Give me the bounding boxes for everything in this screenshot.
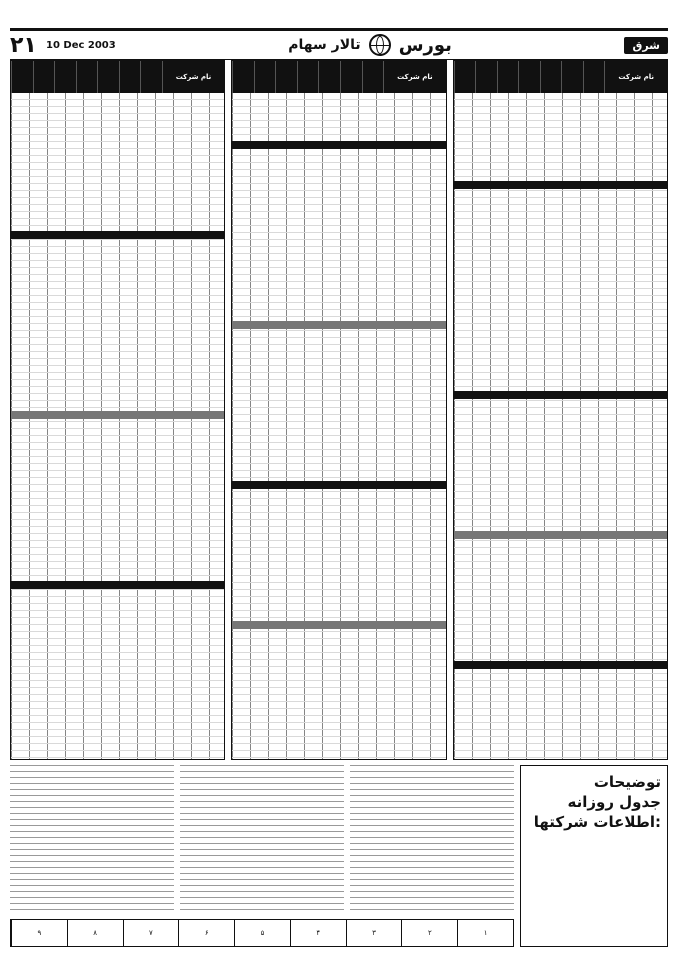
section-subtitle: تالار سهام	[288, 37, 361, 53]
newspaper-logo: شرق	[624, 37, 668, 54]
company-name-header: نام شرکت	[383, 61, 446, 93]
column-header	[232, 61, 445, 93]
text-block	[10, 765, 174, 915]
stock-columns	[10, 60, 668, 760]
explanations-title: توضیحات	[593, 773, 661, 791]
table-cell: ۴	[290, 920, 346, 946]
section-band	[232, 321, 445, 329]
table-cell: ۶	[178, 920, 234, 946]
table-cell: ۱	[457, 920, 513, 946]
section-band	[232, 141, 445, 149]
table-cell: ۷	[123, 920, 179, 946]
date-english: 10 Dec 2003	[46, 39, 116, 51]
company-name-header: نام شرکت	[162, 61, 225, 93]
section-band	[11, 581, 224, 589]
section-band	[11, 411, 224, 419]
text-block	[350, 765, 514, 915]
explanations-caption: اطلاعات شرکتها:	[533, 813, 661, 831]
page-number: ۲۱	[10, 32, 37, 58]
section-band	[454, 661, 667, 669]
table-cell: ۵	[234, 920, 290, 946]
table-cell: ۲	[401, 920, 457, 946]
explanations-subtitle: جدول روزانه	[567, 793, 661, 811]
table-cell: ۸	[67, 920, 123, 946]
explanation-paragraphs	[10, 765, 514, 915]
data-rows	[232, 93, 445, 759]
section-band	[454, 531, 667, 539]
table-cell: ۳	[346, 920, 402, 946]
title-block	[288, 34, 452, 56]
section-band	[454, 391, 667, 399]
stock-column-2	[231, 60, 446, 760]
masthead-left	[10, 33, 116, 58]
section-title: بورس	[398, 34, 452, 56]
globe-icon	[369, 34, 391, 56]
reference-table	[10, 919, 514, 947]
masthead	[10, 28, 668, 60]
bottom-area	[10, 765, 668, 947]
column-header	[11, 61, 224, 93]
table-cell: ۹	[11, 920, 67, 946]
company-name-header: نام شرکت	[604, 61, 667, 93]
data-rows	[454, 93, 667, 759]
explanations-box	[520, 765, 668, 947]
section-band	[232, 621, 445, 629]
data-rows	[11, 93, 224, 759]
stock-column-1	[453, 60, 668, 760]
section-band	[232, 481, 445, 489]
explanations-text-area	[10, 765, 514, 947]
section-band	[454, 181, 667, 189]
column-header	[454, 61, 667, 93]
masthead-right	[624, 37, 668, 54]
stock-column-3	[10, 60, 225, 760]
section-band	[11, 231, 224, 239]
text-block	[180, 765, 344, 915]
